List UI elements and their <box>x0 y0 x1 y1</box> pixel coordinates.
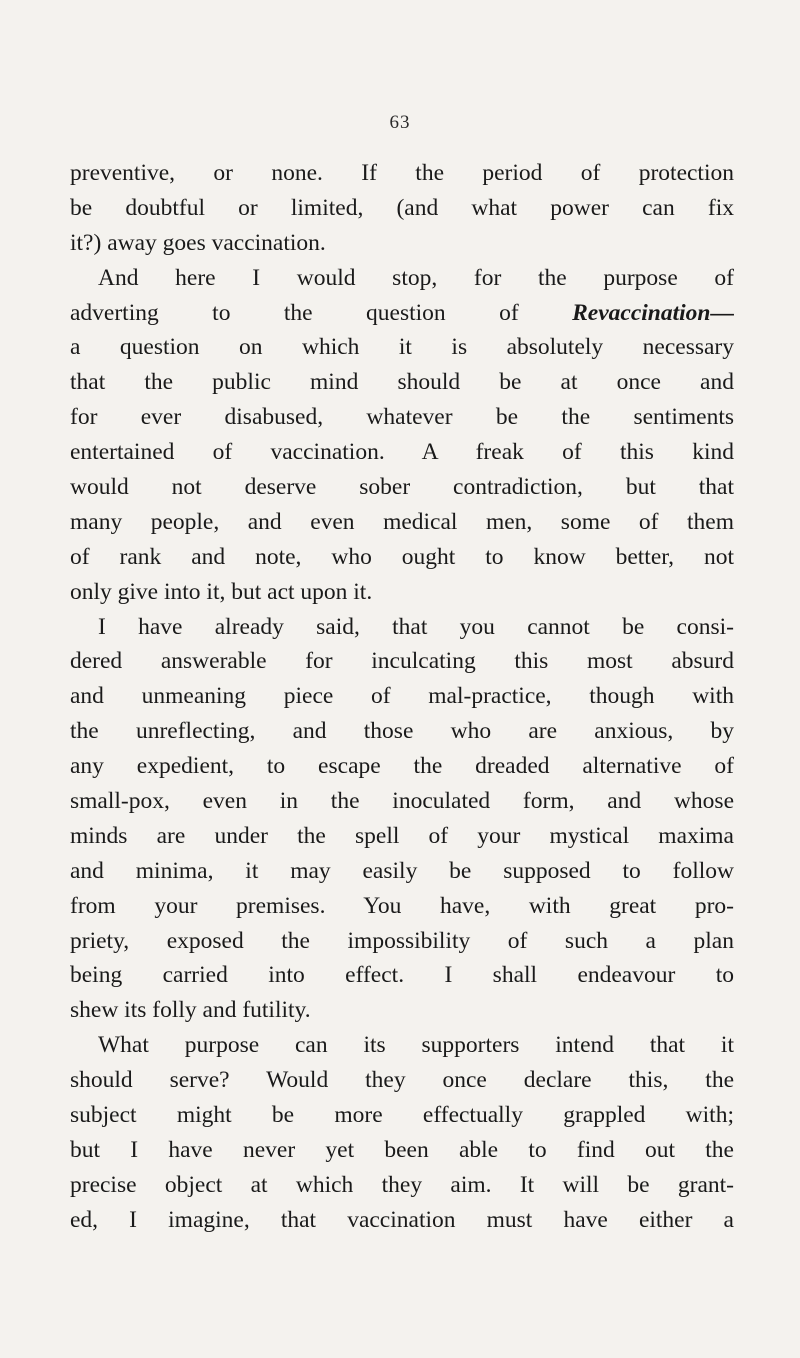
italic-term: Revaccination— <box>572 299 734 326</box>
text-line: small-pox, even in the inoculated form, and whose <box>70 788 734 815</box>
text-line: dered answerable for inculcating this most absurd <box>70 648 734 675</box>
text-line: it?) away goes vaccination. <box>70 229 326 256</box>
text-line: would not deserve sober contradiction, but that <box>70 474 734 501</box>
text-fragment: adverting to the question of <box>70 299 573 326</box>
text-line: but I have never yet been able to find out the <box>70 1136 734 1163</box>
text-line: many people, and even medical men, some of them <box>70 508 734 535</box>
text-line: precise object at which they aim. It will be grant- <box>70 1171 734 1198</box>
paragraph-start-line: What purpose can its supporters intend that it <box>98 1032 734 1059</box>
body-text <box>70 156 734 1238</box>
text-line: should serve? Would they once declare this, the <box>70 1067 734 1094</box>
text-line: ed, I imagine, that vaccination must have either a <box>70 1206 734 1233</box>
text-line: any expedient, to escape the dreaded alternative of <box>70 753 734 780</box>
text-line: priety, exposed the impossibility of such a plan <box>70 927 734 954</box>
text-line: be doubtful or limited, (and what power can fix <box>70 194 734 221</box>
paragraph-start-line: I have already said, that you cannot be consi- <box>98 613 734 640</box>
text-line: only give into it, but act upon it. <box>70 578 373 605</box>
text-line: preventive, or none. If the period of protection <box>70 160 734 186</box>
text-line: entertained of vaccination. A freak of this kind <box>70 439 734 466</box>
text-line: and minima, it may easily be supposed to follow <box>70 857 734 884</box>
text-line: from your premises. You have, with great pro- <box>70 892 734 919</box>
text-line: minds are under the spell of your mystical maxima <box>70 822 734 849</box>
text-line-with-term <box>70 296 734 331</box>
text-line: subject might be more effectually grappled with; <box>70 1102 734 1129</box>
text-line: the unreflecting, and those who are anxious, by <box>70 718 734 745</box>
text-line: shew its folly and futility. <box>70 997 311 1024</box>
text-line: a question on which it is absolutely necessary <box>70 334 734 361</box>
text-line: being carried into effect. I shall endeavour to <box>70 962 734 989</box>
text-line: that the public mind should be at once and <box>70 369 734 396</box>
page-number: 63 <box>389 112 411 133</box>
paragraph-start-line: And here I would stop, for the purpose of <box>98 264 734 291</box>
text-line: of rank and note, who ought to know better, not <box>70 543 734 570</box>
text-line: for ever disabused, whatever be the sentiments <box>70 404 734 431</box>
text-line: and unmeaning piece of mal-practice, though with <box>70 683 734 710</box>
